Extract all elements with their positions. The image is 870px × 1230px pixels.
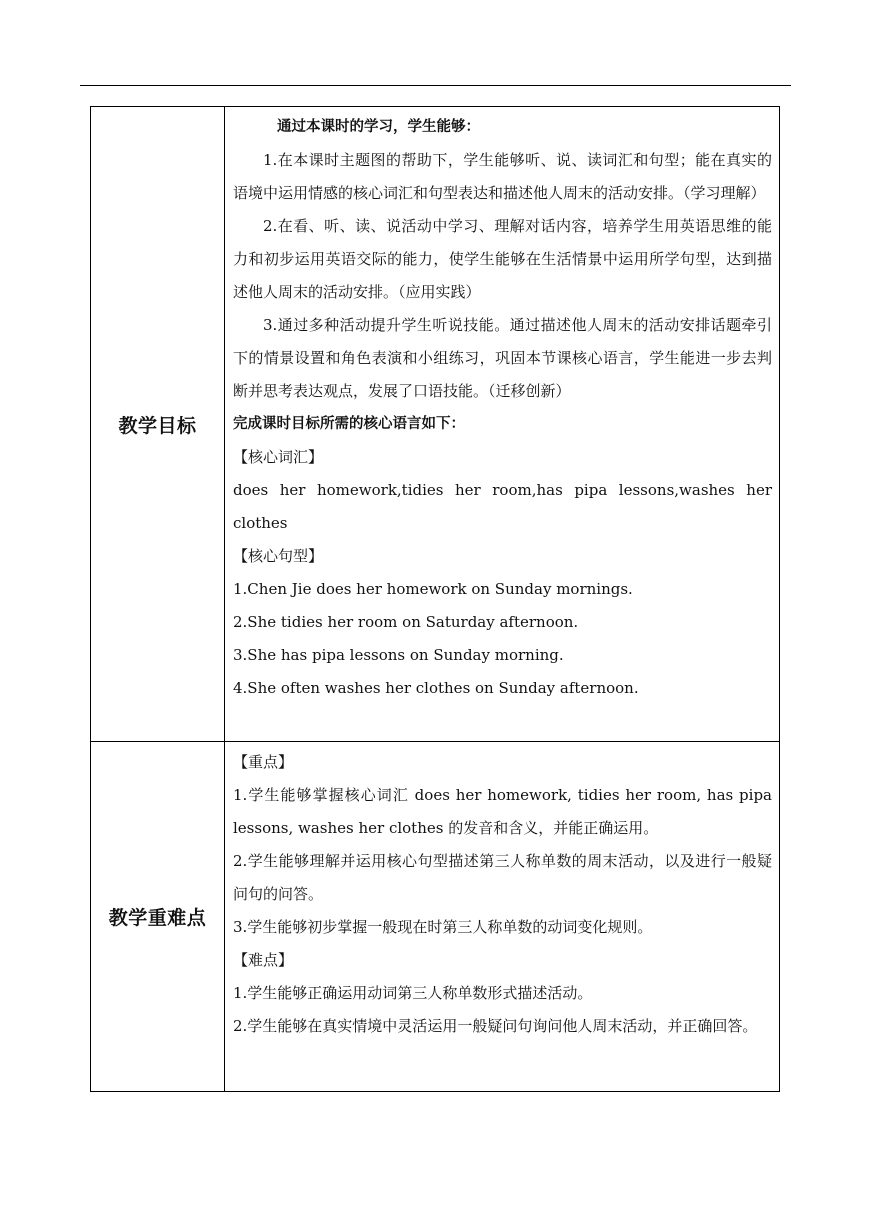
objective-goal-1: 1.在本课时主题图的帮助下，学生能够听、说、读词汇和句型；能在真实的语境中运用情感的核心词汇和句型表达和描述他人周末的活动安排。（学习理解） — [233, 151, 772, 202]
difficulty-item: 1.学生能够正确运用动词第三人称单数形式描述活动。 — [233, 984, 593, 1002]
sentence-item: 4.She often washes her clothes on Sunday afternoon. — [233, 679, 639, 697]
difficulty-item: 2.学生能够在真实情境中灵活运用一般疑问句询问他人周末活动，并正确回答。 — [233, 1017, 758, 1035]
focus-item: 2.学生能够理解并运用核心句型描述第三人称单数的周末活动，以及进行一般疑问句的问答。 — [233, 852, 772, 903]
key-points-row — [91, 742, 780, 1092]
header-rule — [80, 85, 791, 86]
objectives-intro: 通过本课时的学习，学生能够： — [277, 119, 480, 135]
objective-goal-3: 3.通过多种活动提升学生听说技能。通过描述他人周末的活动安排话题牵引下的情景设置和角色表演和小组练习，巩固本节课核心语言，学生能进一步去判断并思考表达观点，发展了口语技能。（迁移创新） — [233, 316, 772, 400]
key-points-content — [225, 742, 780, 1092]
objectives-label: 教学目标 — [91, 107, 225, 742]
sentences-heading: 【核心句型】 — [233, 547, 324, 565]
sentence-item: 1.Chen Jie does her homework on Sunday mornings. — [233, 580, 633, 598]
focus-item: 1.学生能够掌握核心词汇 does her homework, tidies her room, has pipa lessons, washes her clothes 的发音和含义，并能正确运用。 — [233, 786, 772, 837]
focus-item: 3.学生能够初步掌握一般现在时第三人称单数的动词变化规则。 — [233, 918, 653, 936]
vocab-list: does her homework,tidies her room,has pipa lessons,washes her clothes — [233, 481, 772, 532]
difficulty-heading: 【难点】 — [233, 951, 294, 969]
core-language-heading: 完成课时目标所需的核心语言如下： — [233, 416, 465, 432]
sentence-item: 3.She has pipa lessons on Sunday morning. — [233, 646, 564, 664]
objectives-content — [225, 107, 780, 742]
vocab-heading: 【核心词汇】 — [233, 448, 324, 466]
lesson-plan-table — [90, 106, 780, 1092]
key-points-label: 教学重难点 — [91, 742, 225, 1092]
sentence-item: 2.She tidies her room on Saturday afternoon. — [233, 613, 579, 631]
objectives-row — [91, 107, 780, 742]
objective-goal-2: 2.在看、听、读、说活动中学习、理解对话内容，培养学生用英语思维的能力和初步运用英语交际的能力，使学生能够在生活情景中运用所学句型，达到描述他人周末的活动安排。（应用实践） — [233, 217, 772, 301]
focus-heading: 【重点】 — [233, 753, 294, 771]
